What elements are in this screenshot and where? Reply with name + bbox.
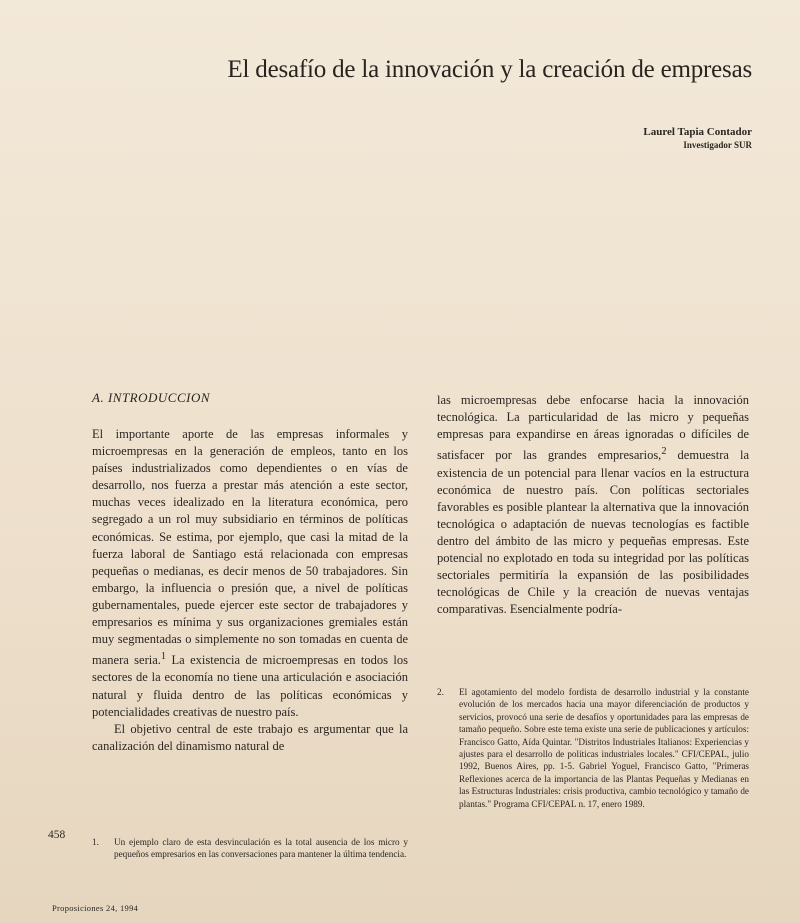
footnote-text: Un ejemplo claro de esta desvinculación es la total ausencia de los micro y pequeños empresarios en las conversaciones para mantener la última tendencia. [114, 837, 408, 860]
article-title: El desafío de la innovación y la creación de empresas [227, 56, 752, 83]
author-affiliation: Investigador SUR [683, 140, 752, 150]
footnote-2 [437, 686, 749, 810]
footnote-number: 2. [437, 687, 444, 697]
left-column [92, 426, 408, 755]
right-column [437, 392, 749, 618]
section-heading: A. INTRODUCCION [92, 390, 211, 405]
paragraph-text: demuestra la existencia de un potencial para llenar vacíos en la estructura económica de nuestro país. Con políticas sectoriales favorables es posible plantear la alternativa que la innovación tecnológica o adaptación de nuevas tecnologías es factible dentro del ámbito de las micro y pequeñas empresas. Este potencial no explotado en toda su integridad por las políticas sectoriales permitiría la expansión de las posibilidades tecnológicas de Chile y la creación de nuevas ventajas comparativas. Esencialmente podría- [437, 448, 749, 617]
footnote-1 [92, 836, 408, 861]
body-paragraph [437, 392, 749, 618]
footnote-ref: 1 [160, 651, 167, 663]
footnote-ref: 2 [661, 446, 667, 458]
author-block [643, 126, 752, 150]
footnote-text: El agotamiento del modelo fordista de desarrollo industrial y la constante evolución de los mercados hacia una mayor diferenciación de productos y servicios, provocó una serie de desafíos y oportunidades para las empresas de tamaño pequeño. Sobre este tema existe una serie de publicaciones y artículos: Francisco Gatto, Aída Quintar. "Distritos Industriales Italianos: Experiencias y ajustes para el desarrollo de políticas industriales locales." CFI/CEPAL, julio 1992, Buenos Aires, pp. 1-5. Gabriel Yoguel, Francisco Gatto, "Primeras Reflexiones acerca de la importancia de las Plantas Pequeñas y Medianas en las Estructuras Industriales: crisis productiva, cambio tecnológico y tamaño de plantas." Programa CFI/CEPAL n. 17, enero 1989. [459, 687, 749, 809]
footnote-number: 1. [92, 837, 99, 847]
paragraph-text: La existencia de microempresas en todos los sectores de la economía no tiene una articulación e asociación natural y fluida dentro de las políticas económicas y potencialidades creativas de nuestro país. [92, 653, 408, 719]
author-name: Laurel Tapia Contador [643, 126, 752, 138]
body-paragraph: El objetivo central de este trabajo es argumentar que la canalización del dinamismo natural de [92, 721, 408, 753]
page-number: 458 [48, 829, 66, 841]
running-footer: Proposiciones 24, 1994 [52, 903, 139, 913]
paragraph-text: El importante aporte de las empresas informales y microempresas en la generación de empleos, tanto en los países industrializados como dependientes o en vías de desarrollo, nos fuerza a prestar más atención a este sector, muchas veces idealizado en la literatura económica, pero segregado a un rol muy subsidiario en términos de políticas económicas. Se estima, por ejemplo, que casi la mitad de la fuerza laboral de Santiago está relacionada con empresas pequeñas o medianas, es decir menos de 50 trabajadores. Sin embargo, la influencia o presión que, a nivel de políticas gubernamentales, puede ejercer este sector de trabajadores y empresarios es mínima y sus organizaciones gremiales están muy segmentadas o simplemente no son tomadas en cuenta de manera seria. [92, 427, 408, 668]
paragraph-text: las microempresas debe enfocarse hacia la innovación tecnológica. La particularidad de las micro y pequeñas empresas para expandirse en áreas ignoradas o difíciles de satisfacer por las grandes empresarios, [437, 393, 749, 463]
body-paragraph [92, 426, 408, 721]
